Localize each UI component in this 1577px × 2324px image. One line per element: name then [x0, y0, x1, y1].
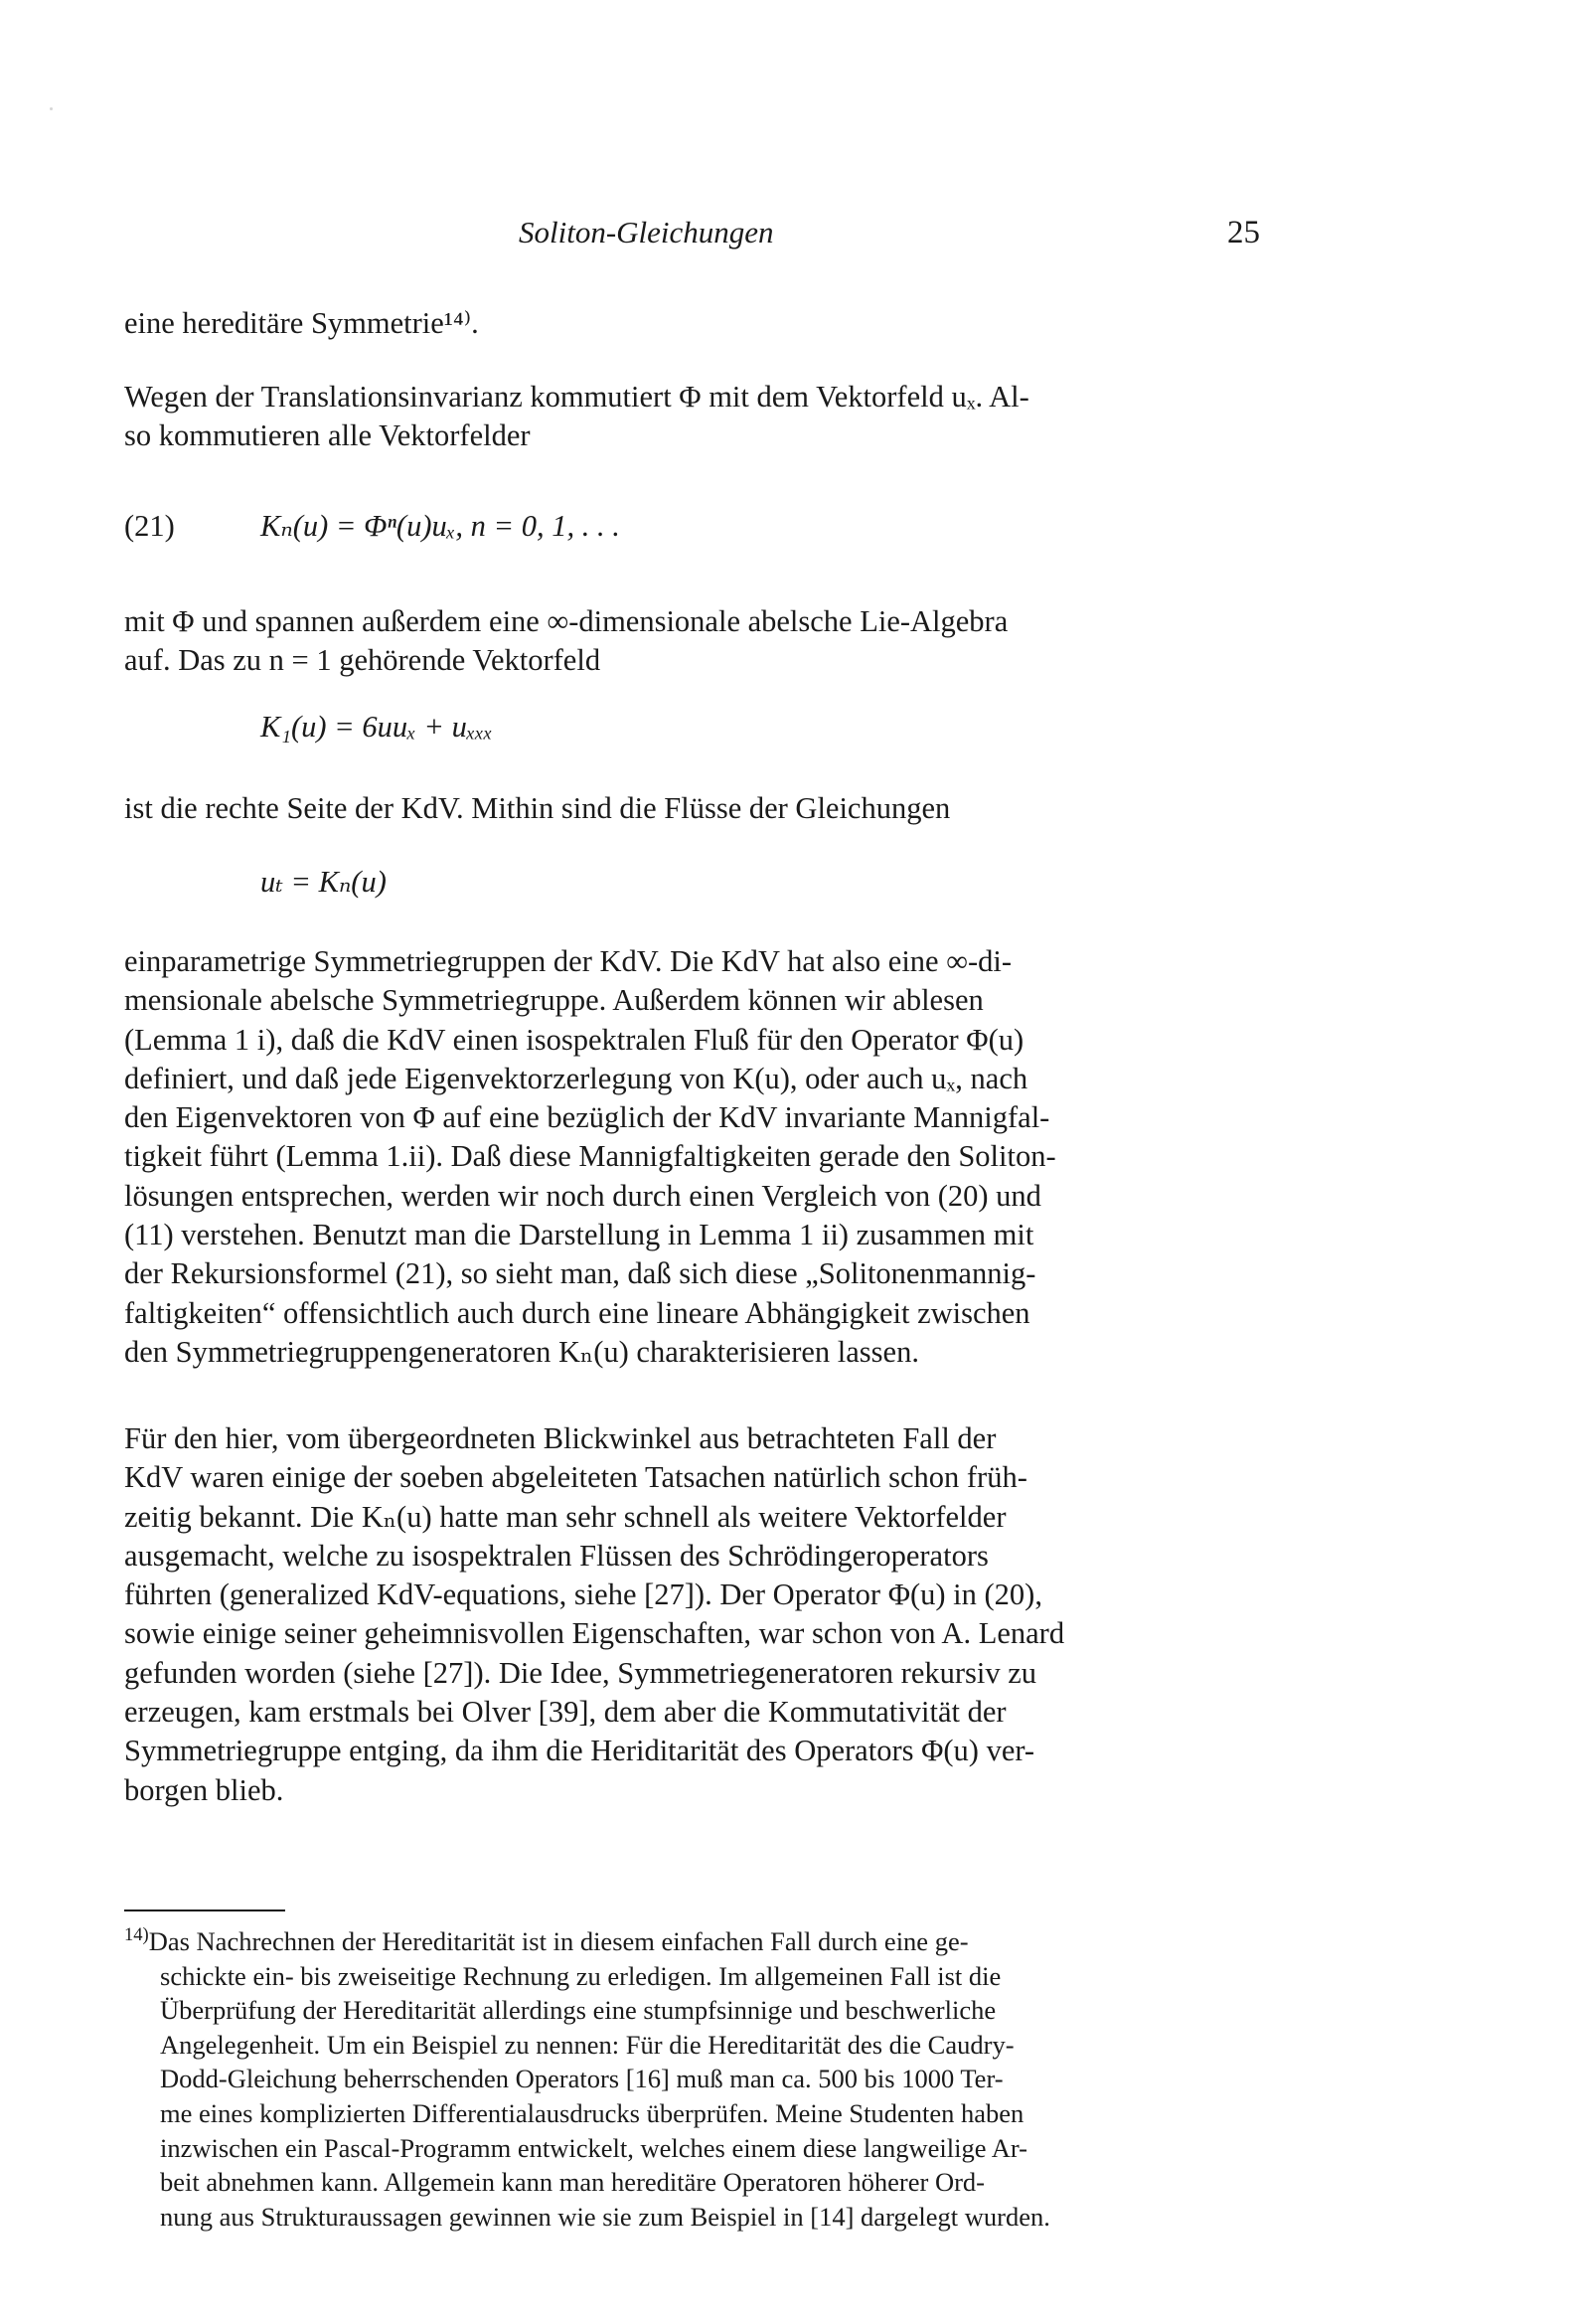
text-line: den Eigenvektoren von Φ auf eine bezüglich der KdV invariante Mannigfal- — [124, 1100, 1050, 1135]
text-line: mit Φ und spannen außerdem eine ∞-dimensionale abelsche Lie-Algebra — [124, 604, 1009, 638]
text-line: auf. Das zu n = 1 gehörende Vektorfeld — [124, 643, 601, 678]
footnote — [124, 1924, 1277, 2234]
footnote-line: Angelegenheit. Um ein Beispiel zu nennen: Für die Hereditarität des die Caudry- — [160, 2029, 1015, 2060]
text-line: lösungen entsprechen, werden wir noch durch einen Vergleich von (20) und — [124, 1178, 1041, 1213]
footnote-line: nung aus Strukturaussagen gewinnen wie sie zum Beispiel in [14] dargelegt wurden. — [160, 2201, 1050, 2232]
text-line: eine hereditäre Symmetrie¹⁴⁾. — [124, 306, 479, 340]
text-line: gefunden worden (siehe [27]). Die Idee, Symmetriegeneratoren rekursiv zu — [124, 1655, 1037, 1690]
text-line: tigkeit führt (Lemma 1.ii). Daß diese Mannigfaltigkeiten gerade den Soliton- — [124, 1139, 1056, 1174]
text-line: Symmetriegruppe entging, da ihm die Heriditarität des Operators Φ(u) ver- — [124, 1734, 1035, 1768]
footnote-line: schickte ein- bis zweiseitige Rechnung zu erledigen. Im allgemeinen Fall ist die — [160, 1960, 1002, 1991]
equation-ut: uₜ = Kₙ(u) — [260, 865, 387, 899]
footnote-line: Überprüfung der Hereditarität allerdings eine stumpfsinnige und beschwerliche — [160, 1995, 997, 2026]
text-line: Für den hier, vom übergeordneten Blickwinkel aus betrachteten Fall der — [124, 1421, 997, 1455]
page-number: 25 — [1227, 215, 1260, 250]
equation-21: Kₙ(u) = Φⁿ(u)uₓ, n = 0, 1, . . . — [260, 509, 620, 543]
text-line: (11) verstehen. Benutzt man die Darstellung in Lemma 1 ii) zusammen mit — [124, 1218, 1034, 1252]
text-line: Wegen der Translationsinvarianz kommutiert Φ mit dem Vektorfeld uₓ. Al- — [124, 380, 1029, 414]
text-line: einparametrige Symmetriegruppen der KdV. Die KdV hat also eine ∞-di- — [124, 944, 1013, 978]
text-line: faltigkeiten“ offensichtlich auch durch eine lineare Abhängigkeit zwischen — [124, 1295, 1030, 1330]
footnote-line: beit abnehmen kann. Allgemein kann man hereditäre Operatoren höherer Ord- — [160, 2167, 986, 2198]
equation-number: (21) — [124, 509, 175, 543]
text-line: führten (generalized KdV-equations, siehe [27]). Der Operator Φ(u) in (20), — [124, 1577, 1042, 1612]
paragraph-4 — [124, 789, 1257, 828]
page-header — [0, 215, 1577, 258]
text-line: ausgemacht, welche zu isospektralen Flüssen des Schrödingeroperators — [124, 1538, 989, 1573]
paragraph-5 — [124, 942, 1257, 1372]
text-line: erzeugen, kam erstmals bei Olver [39], dem aber die Kommutativität der — [124, 1695, 1007, 1730]
paragraph-2 — [124, 378, 1257, 456]
scan-speck — [50, 107, 53, 110]
paragraph-3 — [124, 602, 1257, 681]
text-line: borgen blieb. — [124, 1772, 284, 1807]
text-line: sowie einige seiner geheimnisvollen Eigenschaften, war schon von A. Lenard — [124, 1616, 1065, 1651]
paragraph-1 — [124, 304, 1257, 343]
text-line: den Symmetriegruppengeneratoren Kₙ(u) charakterisieren lassen. — [124, 1334, 919, 1369]
footnote-line — [124, 1924, 1277, 1959]
text-line: der Rekursionsformel (21), so sieht man, daß sich diese „Solitonenmannig- — [124, 1256, 1036, 1291]
text-line: so kommutieren alle Vektorfelder — [124, 418, 531, 453]
text-line: ist die rechte Seite der KdV. Mithin sind die Flüsse der Gleichungen — [124, 791, 951, 825]
running-title: Soliton-Gleichungen — [519, 215, 774, 249]
text-line: definiert, und daß jede Eigenvektorzerlegung von K(u), oder auch uₓ, nach — [124, 1061, 1028, 1095]
text-line: mensionale abelsche Symmetriegruppe. Außerdem können wir ablesen — [124, 983, 984, 1018]
footnote-line: me eines komplizierten Differentialausdrucks überprüfen. Meine Studenten haben — [160, 2097, 1025, 2128]
footnote-text: Das Nachrechnen der Hereditarität ist in diesem einfachen Fall durch eine ge- — [148, 1926, 969, 1956]
footnote-line: inzwischen ein Pascal-Programm entwickelt, welches einem diese langweilige Ar- — [160, 2132, 1027, 2163]
paragraph-6 — [124, 1419, 1257, 1810]
equation-k1: K₁(u) = 6uuₓ + uₓₓₓ — [260, 710, 493, 744]
text-line: KdV waren einige der soeben abgeleiteten Tatsachen natürlich schon früh- — [124, 1460, 1027, 1495]
text-line: zeitig bekannt. Die Kₙ(u) hatte man sehr schnell als weitere Vektorfelder — [124, 1499, 1007, 1534]
footnote-line: Dodd-Gleichung beherrschenden Operators [16] muß man ca. 500 bis 1000 Ter- — [160, 2064, 1004, 2094]
footnote-rule — [124, 1909, 285, 1911]
text-line: (Lemma 1 i), daß die KdV einen isospektralen Fluß für den Operator Φ(u) — [124, 1022, 1025, 1057]
footnote-marker: 14) — [124, 1924, 149, 1946]
